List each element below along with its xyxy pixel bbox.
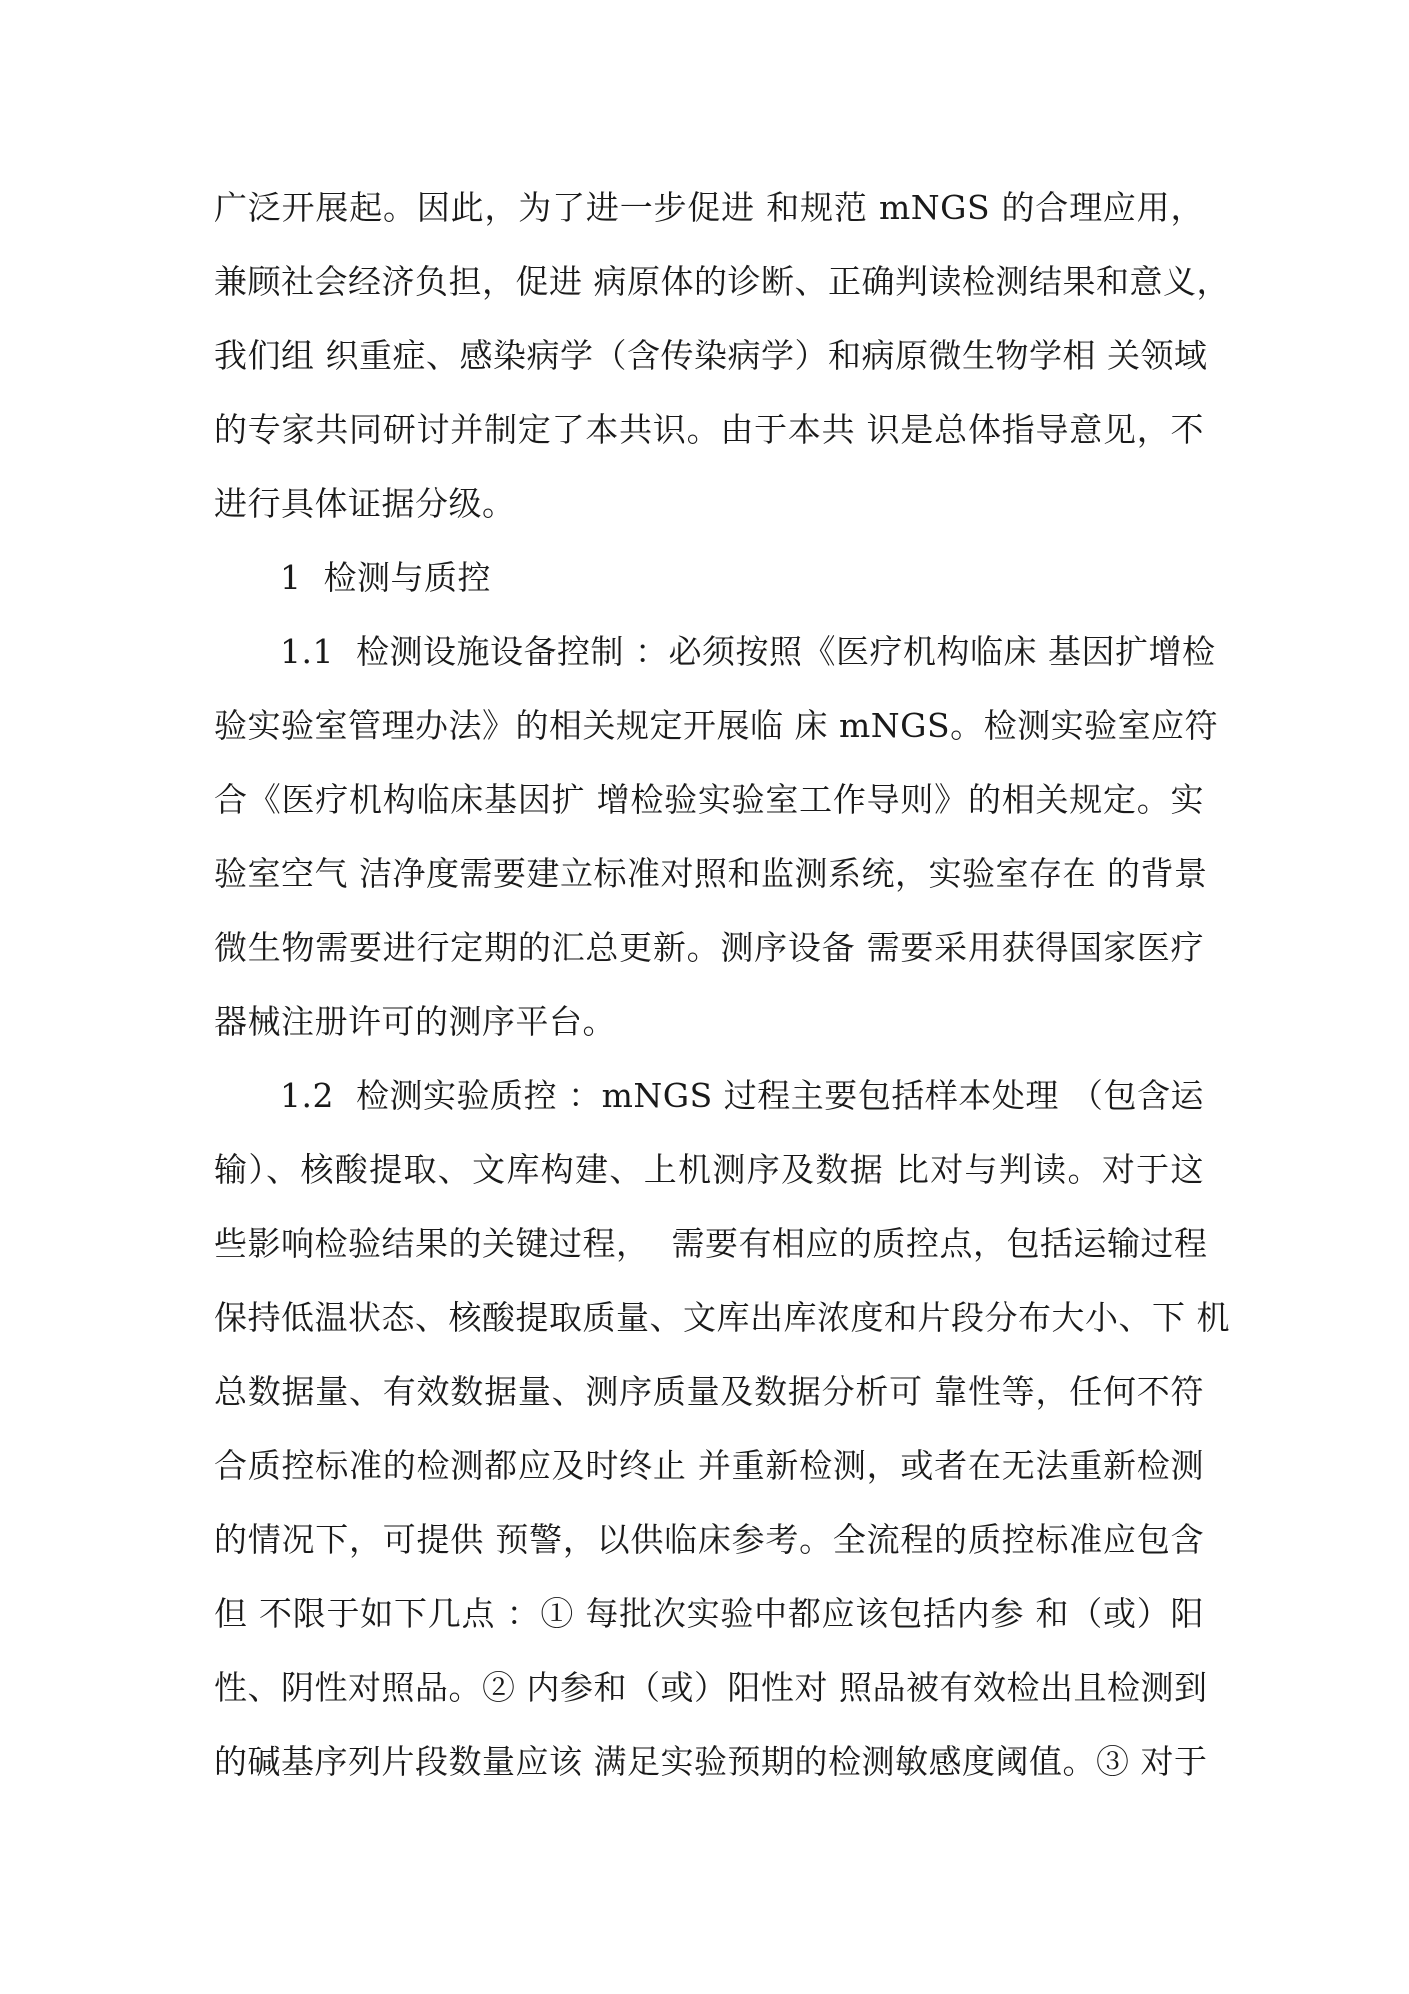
paragraph-line: 合《医疗机构临床基因扩 增检验实验室工作导则》的相关规定。实 (214, 780, 1204, 819)
paragraph-line: 验室空气 洁净度需要建立标准对照和监测系统，实验室存在 的背景 (214, 854, 1208, 893)
paragraph-line: 总数据量、有效数据量、测序质量及数据分析可 靠性等，任何不符 (214, 1372, 1204, 1411)
subsection-heading-line: 1.2 检测实验质控 ：mNGS 过程主要包括样本处理 （包含运 (280, 1076, 1204, 1115)
section-heading: 1 检测与质控 (280, 558, 491, 597)
paragraph-line: 验实验室管理办法》的相关规定开展临 床 mNGS。检测实验室应符 (214, 706, 1219, 745)
paragraph-line: 保持低温状态、核酸提取质量、文库出库浓度和片段分布大小、下 机 (214, 1298, 1230, 1337)
paragraph-line: 的碱基序列片段数量应该 满足实验预期的检测敏感度阈值。③ 对于 (214, 1742, 1208, 1781)
paragraph-line: 器械注册许可的测序平台。 (214, 1002, 616, 1041)
subsection-heading-line: 1.1 检测设施设备控制 ：必须按照《医疗机构临床 基因扩增检 (280, 632, 1216, 671)
paragraph-line: 进行具体证据分级。 (214, 484, 516, 523)
paragraph-line: 兼顾社会经济负担，促进 病原体的诊断、正确判读检测结果和意义， (214, 262, 1230, 301)
paragraph-line: 输）、核酸提取、文库构建、上机测序及数据 比对与判读。对于这 (214, 1150, 1204, 1189)
paragraph-line: 合质控标准的检测都应及时终止 并重新检测，或者在无法重新检测 (214, 1446, 1204, 1485)
paragraph-line: 广泛开展起。因此，为了进一步促进 和规范 mNGS 的合理应用， (214, 188, 1204, 227)
paragraph-line: 微生物需要进行定期的汇总更新。测序设备 需要采用获得国家医疗 (214, 928, 1204, 967)
paragraph-line: 性、阴性对照品。② 内参和（或）阳性对 照品被有效检出且检测到 (214, 1668, 1208, 1707)
paragraph-line: 的专家共同研讨并制定了本共识。由于本共 识是总体指导意见，不 (214, 410, 1204, 449)
paragraph-line: 我们组 织重症、感染病学（含传染病学）和病原微生物学相 关领域 (214, 336, 1208, 375)
paragraph-line: 些影响检验结果的关键过程， 需要有相应的质控点，包括运输过程 (214, 1224, 1208, 1263)
paragraph-line: 的情况下，可提供 预警，以供临床参考。全流程的质控标准应包含 (214, 1520, 1204, 1559)
paragraph-line: 但 不限于如下几点 ：① 每批次实验中都应该包括内参 和（或）阳 (214, 1594, 1204, 1633)
